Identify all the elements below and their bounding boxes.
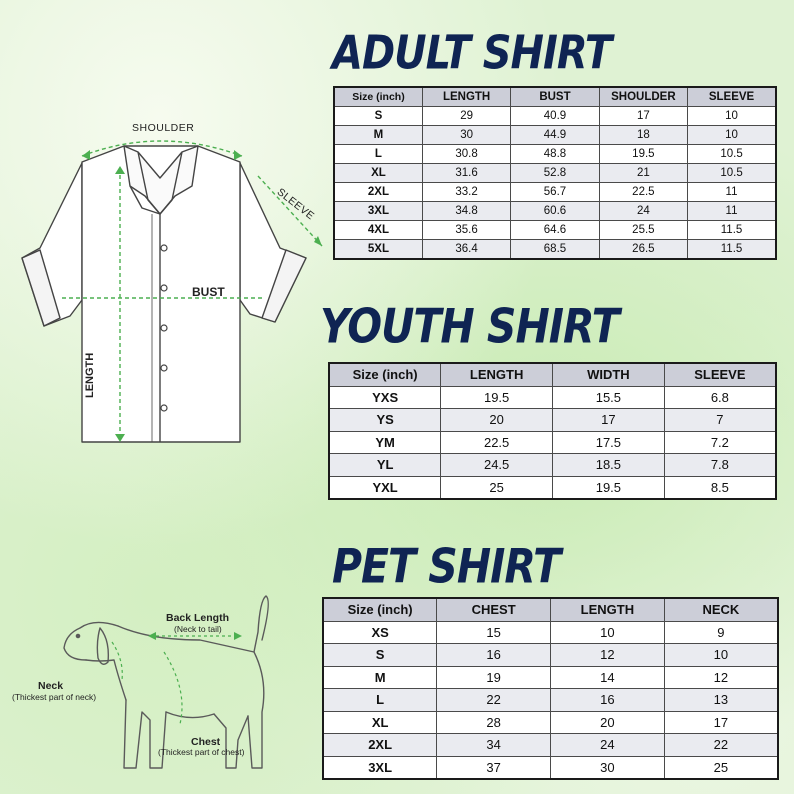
value-cell: 64.6: [511, 221, 599, 240]
value-cell: 35.6: [422, 221, 510, 240]
value-cell: 14: [551, 666, 665, 689]
value-cell: 10: [551, 621, 665, 644]
value-cell: 17.5: [553, 431, 665, 454]
value-cell: 29: [422, 107, 510, 126]
dog-measure-lines: [112, 636, 240, 724]
size-cell: XS: [323, 621, 437, 644]
value-cell: 21: [599, 164, 687, 183]
length-label: LENGTH: [84, 352, 96, 398]
value-cell: 68.5: [511, 240, 599, 260]
size-cell: YS: [329, 409, 441, 432]
value-cell: 10: [664, 644, 778, 667]
value-cell: 17: [599, 107, 687, 126]
value-cell: 40.9: [511, 107, 599, 126]
value-cell: 10.5: [688, 145, 776, 164]
size-cell: S: [334, 107, 422, 126]
back-length-note: (Neck to tail): [174, 624, 222, 634]
value-cell: 25: [664, 756, 778, 779]
value-cell: 24: [551, 734, 665, 757]
value-cell: 17: [553, 409, 665, 432]
value-cell: 17: [664, 711, 778, 734]
shoulder-label: SHOULDER: [132, 122, 195, 134]
value-cell: 19.5: [553, 476, 665, 499]
size-cell: XL: [323, 711, 437, 734]
value-cell: 19.5: [599, 145, 687, 164]
value-cell: 11: [688, 183, 776, 202]
value-cell: 12: [551, 644, 665, 667]
value-cell: 16: [551, 689, 665, 712]
size-cell: S: [323, 644, 437, 667]
size-cell: M: [323, 666, 437, 689]
value-cell: 11.5: [688, 240, 776, 260]
value-cell: 36.4: [422, 240, 510, 260]
value-cell: 30: [551, 756, 665, 779]
column-header: SLEEVE: [688, 87, 776, 107]
column-header: LENGTH: [441, 363, 553, 386]
value-cell: 26.5: [599, 240, 687, 260]
value-cell: 24: [599, 202, 687, 221]
size-cell: YXL: [329, 476, 441, 499]
value-cell: 20: [551, 711, 665, 734]
value-cell: 33.2: [422, 183, 510, 202]
size-cell: YM: [329, 431, 441, 454]
size-cell: XL: [334, 164, 422, 183]
column-header: SHOULDER: [599, 87, 687, 107]
back-length-label: Back Length: [166, 612, 230, 624]
column-header: WIDTH: [553, 363, 665, 386]
value-cell: 6.8: [664, 386, 776, 409]
value-cell: 18.5: [553, 454, 665, 477]
value-cell: 34: [437, 734, 551, 757]
value-cell: 16: [437, 644, 551, 667]
value-cell: 37: [437, 756, 551, 779]
column-header: LENGTH: [422, 87, 510, 107]
size-cell: 3XL: [334, 202, 422, 221]
size-cell: M: [334, 126, 422, 145]
value-cell: 34.8: [422, 202, 510, 221]
value-cell: 10.5: [688, 164, 776, 183]
value-cell: 44.9: [511, 126, 599, 145]
value-cell: 15.5: [553, 386, 665, 409]
size-cell: YL: [329, 454, 441, 477]
value-cell: 11: [688, 202, 776, 221]
column-header: Size (inch): [329, 363, 441, 386]
column-header: NECK: [664, 598, 778, 621]
value-cell: 15: [437, 621, 551, 644]
value-cell: 22: [664, 734, 778, 757]
value-cell: 56.7: [511, 183, 599, 202]
size-cell: L: [334, 145, 422, 164]
column-header: CHEST: [437, 598, 551, 621]
value-cell: 48.8: [511, 145, 599, 164]
value-cell: 30.8: [422, 145, 510, 164]
adult-shirt-title: ADULT SHIRT: [332, 27, 612, 80]
value-cell: 24.5: [441, 454, 553, 477]
size-cell: 5XL: [334, 240, 422, 260]
value-cell: 31.6: [422, 164, 510, 183]
value-cell: 11.5: [688, 221, 776, 240]
value-cell: 7.8: [664, 454, 776, 477]
value-cell: 10: [688, 107, 776, 126]
value-cell: 9: [664, 621, 778, 644]
value-cell: 8.5: [664, 476, 776, 499]
size-cell: L: [323, 689, 437, 712]
neck-label: Neck: [38, 680, 64, 692]
value-cell: 20: [441, 409, 553, 432]
value-cell: 19: [437, 666, 551, 689]
size-cell: 2XL: [334, 183, 422, 202]
value-cell: 19.5: [441, 386, 553, 409]
value-cell: 60.6: [511, 202, 599, 221]
size-cell: 3XL: [323, 756, 437, 779]
chest-label: Chest: [191, 736, 221, 748]
neck-note: (Thickest part of neck): [12, 692, 97, 702]
column-header: Size (inch): [323, 598, 437, 621]
column-header: LENGTH: [551, 598, 665, 621]
value-cell: 22: [437, 689, 551, 712]
value-cell: 28: [437, 711, 551, 734]
value-cell: 22.5: [441, 431, 553, 454]
sleeve-label: SLEEVE: [274, 186, 317, 223]
value-cell: 7: [664, 409, 776, 432]
youth-shirt-title: YOUTH SHIRT: [320, 298, 619, 354]
value-cell: 13: [664, 689, 778, 712]
value-cell: 22.5: [599, 183, 687, 202]
pet-shirt-title: PET SHIRT: [332, 538, 561, 594]
value-cell: 12: [664, 666, 778, 689]
bust-label: BUST: [192, 285, 225, 299]
column-header: BUST: [511, 87, 599, 107]
value-cell: 25: [441, 476, 553, 499]
column-header: SLEEVE: [664, 363, 776, 386]
size-cell: 4XL: [334, 221, 422, 240]
chest-note: (Thickest part of chest): [158, 747, 245, 757]
size-cell: 2XL: [323, 734, 437, 757]
column-header: Size (inch): [334, 87, 422, 107]
value-cell: 10: [688, 126, 776, 145]
size-cell: YXS: [329, 386, 441, 409]
value-cell: 18: [599, 126, 687, 145]
chest-measure-line: [164, 652, 182, 724]
value-cell: 7.2: [664, 431, 776, 454]
value-cell: 25.5: [599, 221, 687, 240]
value-cell: 52.8: [511, 164, 599, 183]
value-cell: 30: [422, 126, 510, 145]
